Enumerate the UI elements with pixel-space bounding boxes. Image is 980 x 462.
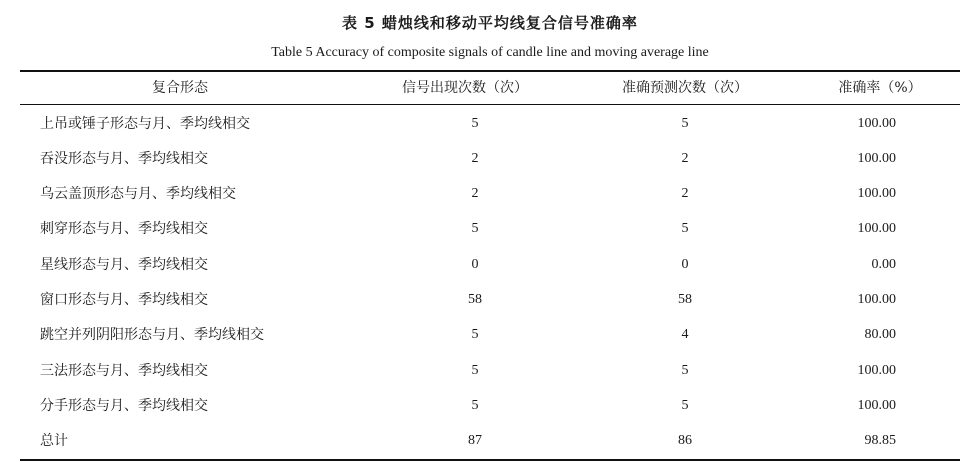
cell-pattern: 星线形态与月、季均线相交 <box>40 257 208 273</box>
cell-accuracy: 100.00 <box>857 292 896 307</box>
cell-correct-count: 5 <box>681 398 689 413</box>
cell-accuracy: 100.00 <box>857 363 896 378</box>
cell-signal-count: 5 <box>471 221 479 236</box>
cell-signal-count: 5 <box>471 116 479 131</box>
table-row <box>20 359 960 383</box>
cell-signal-count: 5 <box>471 327 479 342</box>
cell-signal-count: 2 <box>471 151 479 166</box>
table-bottom-rule <box>20 459 960 461</box>
cell-signal-count: 0 <box>471 257 479 272</box>
header-signal-count: 信号出现次数（次） <box>402 80 528 96</box>
cell-pattern: 三法形态与月、季均线相交 <box>40 363 208 379</box>
cell-accuracy: 0.00 <box>871 257 896 272</box>
cell-pattern: 刺穿形态与月、季均线相交 <box>40 221 208 237</box>
table-row <box>20 323 960 347</box>
table-row <box>20 288 960 312</box>
cell-correct-count: 58 <box>678 292 692 307</box>
cell-pattern: 窗口形态与月、季均线相交 <box>40 292 208 308</box>
cell-signal-count: 2 <box>471 186 479 201</box>
cell-accuracy: 80.00 <box>864 327 896 342</box>
cell-correct-count: 2 <box>681 151 689 166</box>
table-top-rule <box>20 70 960 72</box>
cell-total-signal-count: 87 <box>468 433 482 448</box>
cell-signal-count: 58 <box>468 292 482 307</box>
cell-pattern: 跳空并列阴阳形态与月、季均线相交 <box>40 327 264 343</box>
cell-accuracy: 100.00 <box>857 186 896 201</box>
table-row <box>20 147 960 171</box>
cell-total-label: 总计 <box>40 433 68 449</box>
table-header-rule <box>20 104 960 105</box>
table-title-chinese: 表 5 蜡烛线和移动平均线复合信号准确率 <box>342 14 638 32</box>
cell-pattern: 上吊或锤子形态与月、季均线相交 <box>40 116 250 132</box>
table-header-row <box>20 76 960 100</box>
cell-signal-count: 5 <box>471 398 479 413</box>
table-title-english: Table 5 Accuracy of composite signals of candle line and moving average line <box>271 45 709 60</box>
table-row <box>20 217 960 241</box>
header-accuracy: 准确率（%） <box>838 80 922 96</box>
cell-correct-count: 5 <box>681 363 689 378</box>
cell-pattern: 乌云盖顶形态与月、季均线相交 <box>40 186 236 202</box>
header-pattern: 复合形态 <box>152 80 208 96</box>
table-total-row <box>20 429 960 453</box>
table-row <box>20 112 960 136</box>
cell-pattern: 分手形态与月、季均线相交 <box>40 398 208 414</box>
cell-correct-count: 4 <box>681 327 689 342</box>
table-row <box>20 394 960 418</box>
cell-accuracy: 100.00 <box>857 116 896 131</box>
cell-total-correct-count: 86 <box>678 433 692 448</box>
cell-accuracy: 100.00 <box>857 151 896 166</box>
cell-pattern: 吞没形态与月、季均线相交 <box>40 151 208 167</box>
cell-correct-count: 5 <box>681 116 689 131</box>
cell-correct-count: 2 <box>681 186 689 201</box>
cell-accuracy: 100.00 <box>857 398 896 413</box>
table-row <box>20 182 960 206</box>
cell-correct-count: 0 <box>681 257 689 272</box>
table-row <box>20 253 960 277</box>
cell-accuracy: 100.00 <box>857 221 896 236</box>
cell-total-accuracy: 98.85 <box>864 433 896 448</box>
cell-correct-count: 5 <box>681 221 689 236</box>
header-correct-count: 准确预测次数（次） <box>622 80 748 96</box>
cell-signal-count: 5 <box>471 363 479 378</box>
